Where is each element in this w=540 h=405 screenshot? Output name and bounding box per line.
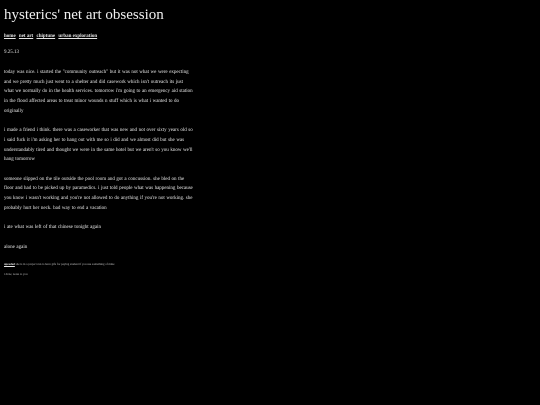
post-paragraph: today was nice. i started the "community outreach" but it was not what we were expecting and we pretty much just went to a shelter and did casework which isn't outreach its just what we normally do in the health services. tomorrow i'm going to an emergency aid station in the flood affected areas to treat minor wounds n stuff which is what i wanted to do originally xyxy=(4,70,193,114)
nav-link-home[interactable]: home xyxy=(4,34,16,39)
nav-link-net-art[interactable]: net art xyxy=(18,34,34,39)
post-permalink[interactable]: upcoded xyxy=(4,261,15,266)
post-paragraph: alone again xyxy=(4,244,28,250)
post-paragraph: i ate what was left of that chinese tonight again xyxy=(4,225,101,231)
site-title: hysterics' net art obsession xyxy=(4,7,164,23)
post-body xyxy=(4,68,194,252)
post-footer-note: she is in a project run to have gifs for paying student if you use something of mine xyxy=(15,261,115,266)
post-tags[interactable]: i draw, notes to you xyxy=(4,271,28,276)
top-nav xyxy=(4,33,536,40)
post-footer xyxy=(4,262,194,267)
post-paragraph: someone slipped on the tile outside the pool room and got a concussion. she bled on the floor and had to be picked up by paramedics. i just told people what was happening because you know i wasn't working and you're not allowed to do anything if you're not working. she probably hurt her neck. bad way to end a vacation xyxy=(4,176,193,211)
nav-link-chiptune[interactable]: chiptune xyxy=(36,34,56,39)
post-paragraph: i made a friend i think. there was a caseworker that was new and not over sixty years old so i said fuck it i'm asking her to hang out with me so i did and we almost did but she was understandably tired and thought we were in the same hotel but we aren't so you know we'll hang tomorrow xyxy=(4,128,193,163)
post-date: 9.25.13 xyxy=(4,50,19,55)
nav-link-urban-exploration[interactable]: urban exploration xyxy=(58,34,98,39)
